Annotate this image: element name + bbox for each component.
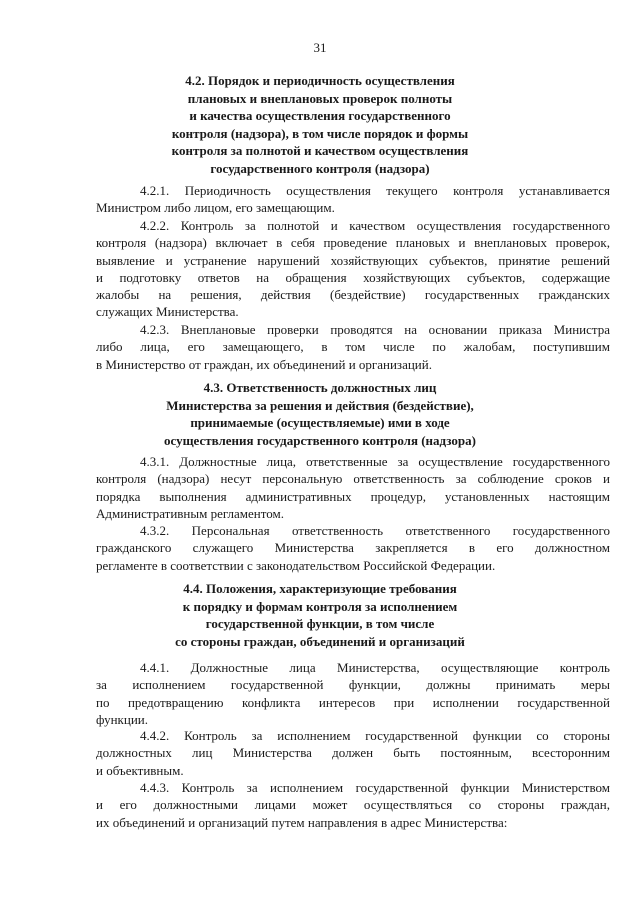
paragraph-4-3-2 — [96, 522, 610, 574]
text-line: Административным регламентом. — [96, 505, 284, 521]
text-line: и подготовку ответов на обращения хозяйствующих субъектов, содержащие — [96, 269, 610, 285]
section-4-4-heading — [100, 580, 540, 650]
heading-line: 4.2. Порядок и периодичность осуществления — [185, 73, 455, 88]
page-number: 31 — [313, 40, 327, 55]
text-line: контроля (надзора) включает в себя проведение плановых и внеплановых проверок, — [96, 235, 610, 251]
heading-line: контроля за полнотой и качеством осуществления — [171, 143, 469, 158]
text-line: 4.2.2. Контроль за полнотой и качеством осуществления государственного — [140, 218, 610, 233]
paragraph-4-4-2 — [96, 727, 610, 779]
text-line: и объективным. — [96, 762, 184, 778]
heading-line: государственного контроля (надзора) — [210, 160, 430, 176]
text-line: в Министерство от граждан, их объединений и организаций. — [96, 356, 432, 372]
text-line: гражданского служащего Министерства закрепляется в его должностном — [96, 540, 610, 556]
heading-line: государственной функции, в том числе — [205, 616, 435, 631]
text-line: 4.4.1. Должностные лица Министерства, осуществляющие контроль — [140, 660, 610, 675]
paragraph-4-4-1 — [96, 659, 610, 728]
text-line: 4.2.1. Периодичность осуществления текущего контроля устанавливается — [140, 183, 610, 198]
text-line: 4.2.3. Внеплановые проверки проводятся на основании приказа Министра — [140, 322, 610, 337]
heading-line: плановых и внеплановых проверок полноты — [187, 90, 453, 106]
text-line: либо лица, его замещающего, в том числе по жалобам, поступившим — [96, 339, 610, 355]
section-4-3-heading — [100, 379, 540, 449]
text-line: контроля (надзора) несут персональную ответственность за соблюдение сроков и — [96, 471, 610, 487]
heading-line: 4.3. Ответственность должностных лиц — [203, 380, 437, 395]
paragraph-4-2-3 — [96, 321, 610, 373]
text-line: должностных лиц Министерства должен быть постоянным, всесторонним — [96, 745, 610, 761]
text-line: по предотвращению конфликта интересов при исполнении государственной — [96, 694, 610, 710]
text-line: порядка выполнения административных процедур, установленных настоящим — [96, 488, 610, 504]
section-4-2-heading — [100, 72, 540, 177]
heading-line: со стороны граждан, объединений и организаций — [175, 633, 465, 649]
text-line: функции. — [96, 711, 148, 727]
heading-line: контроля (надзора), в том числе порядок и формы — [171, 125, 469, 141]
text-line: 4.3.1. Должностные лица, ответственные за осуществление государственного — [140, 454, 610, 469]
paragraph-4-2-2 — [96, 217, 610, 321]
paragraph-4-2-1 — [96, 182, 610, 217]
text-line: 4.4.3. Контроль за исполнением государственной функции Министерством — [140, 780, 610, 795]
text-line: служащих Министерства. — [96, 304, 239, 320]
heading-line: принимаемые (осуществляемые) ими в ходе — [190, 415, 450, 430]
heading-line: Министерства за решения и действия (бездействие), — [166, 397, 474, 413]
heading-line: осуществления государственного контроля (надзора) — [163, 432, 476, 448]
text-line: 4.3.2. Персональная ответственность ответственного государственного — [140, 523, 610, 538]
text-line: за исполнением государственной функции, должны принимать меры — [96, 677, 610, 693]
text-line: 4.4.2. Контроль за исполнением государственной функции со стороны — [140, 728, 610, 743]
paragraph-4-3-1 — [96, 453, 610, 522]
paragraph-4-4-3 — [96, 779, 610, 831]
text-line: Министром либо лицом, его замещающим. — [96, 200, 335, 216]
heading-line: и качества осуществления государственного — [189, 108, 451, 123]
text-line: и его должностными лицами может осуществляться со стороны граждан, — [96, 797, 610, 813]
text-line: регламенте в соответствии с законодательством Российской Федерации. — [96, 557, 496, 573]
heading-line: к порядку и формам контроля за исполнением — [182, 598, 458, 614]
text-line: жалобы на решения, действия (бездействие) государственных гражданских — [96, 287, 610, 303]
text-line: выявление и устранение нарушений хозяйствующих субъектов, принятие решений — [96, 252, 610, 268]
text-line: их объединений и организаций путем направления в адрес Министерства: — [96, 814, 508, 830]
heading-line: 4.4. Положения, характеризующие требования — [183, 581, 457, 596]
